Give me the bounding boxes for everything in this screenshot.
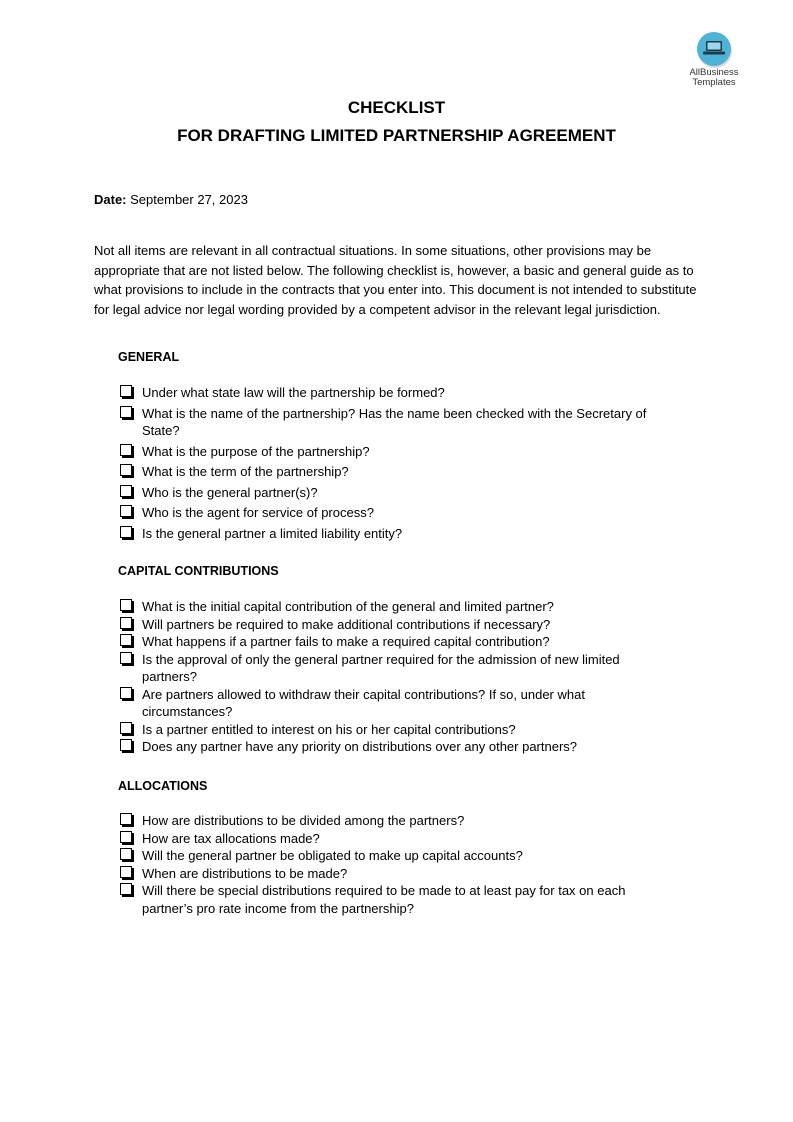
document-subtitle: FOR DRAFTING LIMITED PARTNERSHIP AGREEMENT <box>177 126 616 145</box>
checkbox-icon[interactable] <box>120 464 132 476</box>
checkbox-icon[interactable] <box>120 634 132 646</box>
logo-text <box>676 68 752 88</box>
checklist-item[interactable] <box>118 616 678 634</box>
checklist-item-text: When are distributions to be made? <box>142 865 348 881</box>
checkbox-icon[interactable] <box>120 722 132 734</box>
checkbox-icon[interactable] <box>120 485 132 497</box>
laptop-icon <box>703 40 725 56</box>
checklist-item[interactable] <box>118 405 678 440</box>
checklist-item-text: Who is the general partner(s)? <box>142 484 318 500</box>
checkbox-icon[interactable] <box>120 813 132 825</box>
checklist-item-text: Will there be special distributions required to be made to at least pay for tax on each partner’s pro rate income from the partnership? <box>142 883 626 916</box>
checklist-item-text: What is the name of the partnership? Has the name been checked with the Secretary of State? <box>142 405 647 438</box>
checkbox-icon[interactable] <box>120 687 132 699</box>
logo-badge <box>697 32 731 66</box>
section-heading-general: GENERAL <box>118 350 180 364</box>
checklist-item[interactable] <box>118 384 678 402</box>
checkbox-icon[interactable] <box>120 385 132 397</box>
checklist-item-text: Does any partner have any priority on distributions over any other partners? <box>142 739 578 754</box>
checklist-item[interactable] <box>118 721 678 739</box>
checklist-item[interactable] <box>118 865 678 883</box>
checklist-item[interactable] <box>118 686 678 721</box>
checkbox-icon[interactable] <box>120 739 132 751</box>
date-value: September 27, 2023 <box>130 192 248 207</box>
brand-logo <box>676 32 752 88</box>
checkbox-icon[interactable] <box>120 652 132 664</box>
checklist-item[interactable] <box>118 633 678 651</box>
document-title: CHECKLIST <box>347 98 446 117</box>
checklist-item-text: What happens if a partner fails to make a required capital contribution? <box>142 634 550 649</box>
checklist-item[interactable] <box>118 443 678 461</box>
section-heading-allocations: ALLOCATIONS <box>118 779 208 793</box>
checklist-item-text: How are distributions to be divided among the partners? <box>142 813 465 828</box>
checklist-item-text: Under what state law will the partnership be formed? <box>142 385 445 400</box>
checkbox-icon[interactable] <box>120 883 132 895</box>
checklist-item-text: Are partners allowed to withdraw their capital contributions? If so, under what circumstances? <box>142 686 585 719</box>
checklist-item-text: Is the approval of only the general partner required for the admission of new limited partners? <box>142 651 620 684</box>
checkbox-icon[interactable] <box>120 526 132 538</box>
checklist-item-text: What is the purpose of the partnership? <box>142 443 370 459</box>
checkbox-icon[interactable] <box>120 505 132 517</box>
checklist-item[interactable] <box>118 525 678 543</box>
checklist-item-text: Who is the agent for service of process? <box>142 505 374 520</box>
checklist-item-text: Will partners be required to make additional contributions if necessary? <box>142 616 551 632</box>
checklist-item-text: What is the initial capital contribution of the general and limited partner? <box>142 599 554 614</box>
intro-paragraph: Not all items are relevant in all contractual situations. In some situations, other provisions may be appropriate that are not listed below. The following checklist is, however, a basic and general guide as to what provisions to include in the contracts that you enter into. This document is not intended to substitute for legal advice nor legal wording provided by a competent advisor in the relevant legal jurisdiction. <box>94 243 697 317</box>
checklist-capital-contributions <box>118 598 678 756</box>
checklist-general <box>118 384 678 545</box>
logo-line-1: AllBusiness <box>689 67 739 78</box>
checklist-item-text: What is the term of the partnership? <box>142 464 349 479</box>
section-heading-capital-contributions: CAPITAL CONTRIBUTIONS <box>118 564 279 578</box>
checklist-item-text: Is a partner entitled to interest on his or her capital contributions? <box>142 721 516 737</box>
checklist-item[interactable] <box>118 847 678 865</box>
checkbox-icon[interactable] <box>120 444 132 456</box>
checklist-item[interactable] <box>118 463 678 481</box>
date-label: Date: <box>94 192 127 207</box>
checklist-item-text: How are tax allocations made? <box>142 830 320 846</box>
checklist-allocations <box>118 812 678 917</box>
checklist-item[interactable] <box>118 504 678 522</box>
checklist-item[interactable] <box>118 812 678 830</box>
checkbox-icon[interactable] <box>120 831 132 843</box>
checklist-item[interactable] <box>118 484 678 502</box>
checkbox-icon[interactable] <box>120 848 132 860</box>
checklist-item-text: Will the general partner be obligated to make up capital accounts? <box>142 848 523 863</box>
checkbox-icon[interactable] <box>120 599 132 611</box>
checkbox-icon[interactable] <box>120 617 132 629</box>
checklist-item-text: Is the general partner a limited liability entity? <box>142 525 403 541</box>
checklist-item[interactable] <box>118 830 678 848</box>
checkbox-icon[interactable] <box>120 866 132 878</box>
checklist-item[interactable] <box>118 651 678 686</box>
document-date <box>94 192 248 207</box>
checklist-item[interactable] <box>118 882 678 917</box>
checkbox-icon[interactable] <box>120 406 132 418</box>
checklist-item[interactable] <box>118 738 678 756</box>
checklist-item[interactable] <box>118 598 678 616</box>
logo-line-2: Templates <box>692 77 736 88</box>
